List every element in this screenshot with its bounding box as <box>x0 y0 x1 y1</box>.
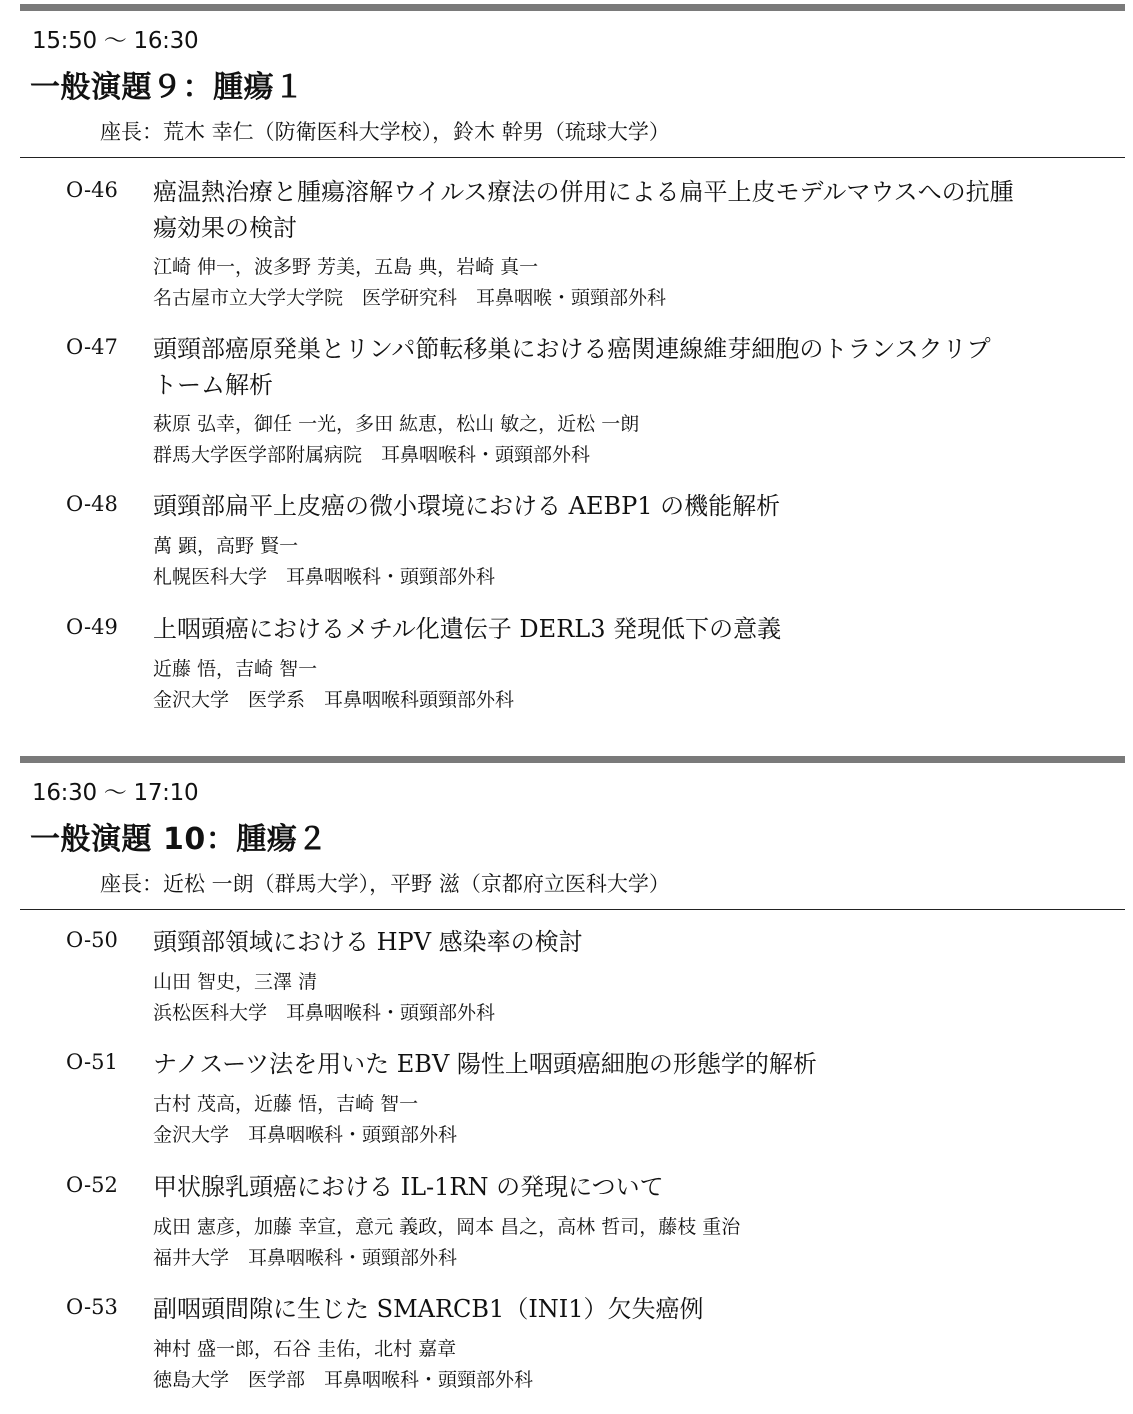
presentation-authors: 江崎 伸一，波多野 芳美，五島 典，岩崎 真一 <box>153 256 539 278</box>
session-time: 16:30 〜 17:10 <box>32 780 199 806</box>
presentation-affiliation: 名古屋市立大学大学院 医学研究科 耳鼻咽喉・頭頸部外科 <box>153 287 667 309</box>
presentation-authors: 山田 智史，三澤 清 <box>153 971 318 993</box>
presentation-number: O-47 <box>66 335 118 359</box>
session-header-bar <box>20 756 1125 763</box>
presentation-number: O-52 <box>66 1173 118 1197</box>
presentation-title-line: 癌温熱治療と腫瘍溶解ウイルス療法の併用による扁平上皮モデルマウスへの抗腫 <box>153 178 1014 206</box>
presentation-title-line: 頭頸部癌原発巣とリンパ節転移巣における癌関連線維芽細胞のトランスクリプ <box>153 335 991 363</box>
presentation-title: 上咽頭癌におけるメチル化遺伝子 DERL3 発現低下の意義 <box>153 615 782 643</box>
presentation-title: 頭頸部領域における HPV 感染率の検討 <box>153 928 583 956</box>
session-title: 一般演題９：腫瘍１ <box>30 70 305 105</box>
presentation-authors: 近藤 悟，吉崎 智一 <box>153 658 318 680</box>
presentation-number: O-51 <box>66 1050 118 1074</box>
presentation-affiliation: 浜松医科大学 耳鼻咽喉科・頭頸部外科 <box>153 1002 496 1024</box>
presentation-affiliation: 金沢大学 医学系 耳鼻咽喉科頭頸部外科 <box>153 689 515 711</box>
presentation-affiliation: 徳島大学 医学部 耳鼻咽喉科・頭頸部外科 <box>153 1369 534 1391</box>
presentation-affiliation: 福井大学 耳鼻咽喉科・頭頸部外科 <box>153 1247 458 1269</box>
presentation-number: O-53 <box>66 1295 118 1319</box>
presentation-title-line: トーム解析 <box>153 371 273 399</box>
session-title: 一般演題 10：腫瘍２ <box>30 822 328 857</box>
presentation-title: 甲状腺乳頭癌における IL-1RN の発現について <box>153 1173 664 1201</box>
presentation-title <box>153 331 1108 403</box>
presentation-number: O-50 <box>66 928 118 952</box>
presentation-number: O-49 <box>66 615 118 639</box>
presentation-affiliation: 金沢大学 耳鼻咽喉科・頭頸部外科 <box>153 1124 458 1146</box>
session-chairs: 座長：近松 一朗（群馬大学），平野 滋（京都府立医科大学） <box>100 872 670 896</box>
presentation-affiliation: 札幌医科大学 耳鼻咽喉科・頭頸部外科 <box>153 566 496 588</box>
presentation-number: O-48 <box>66 492 118 516</box>
presentation-authors: 萬 顕，高野 賢一 <box>153 535 299 557</box>
presentation-authors: 神村 盛一郎，石谷 圭佑，北村 嘉章 <box>153 1338 457 1360</box>
presentation-title: 副咽頭間隙に生じた SMARCB1（INI1）欠失癌例 <box>153 1295 704 1323</box>
divider <box>20 157 1125 158</box>
presentation-authors: 古村 茂高，近藤 悟，吉崎 智一 <box>153 1093 419 1115</box>
presentation-title: ナノスーツ法を用いた EBV 陽性上咽頭癌細胞の形態学的解析 <box>153 1050 817 1078</box>
presentation-authors: 成田 憲彦，加藤 幸宣，意元 義政，岡本 昌之，高林 哲司，藤枝 重治 <box>153 1216 741 1238</box>
presentation-number: O-46 <box>66 178 118 202</box>
presentation-authors: 萩原 弘幸，御任 一光，多田 紘恵，松山 敏之，近松 一朗 <box>153 413 640 435</box>
session-header-bar <box>20 4 1125 11</box>
presentation-title: 頭頸部扁平上皮癌の微小環境における AEBP1 の機能解析 <box>153 492 781 520</box>
presentation-title <box>153 174 1108 246</box>
session-chairs: 座長：荒木 幸仁（防衛医科大学校），鈴木 幹男（琉球大学） <box>100 120 670 144</box>
session-time: 15:50 〜 16:30 <box>32 28 199 54</box>
presentation-title-line: 瘍効果の検討 <box>153 214 297 242</box>
presentation-affiliation: 群馬大学医学部附属病院 耳鼻咽喉科・頭頸部外科 <box>153 444 591 466</box>
divider <box>20 909 1125 910</box>
